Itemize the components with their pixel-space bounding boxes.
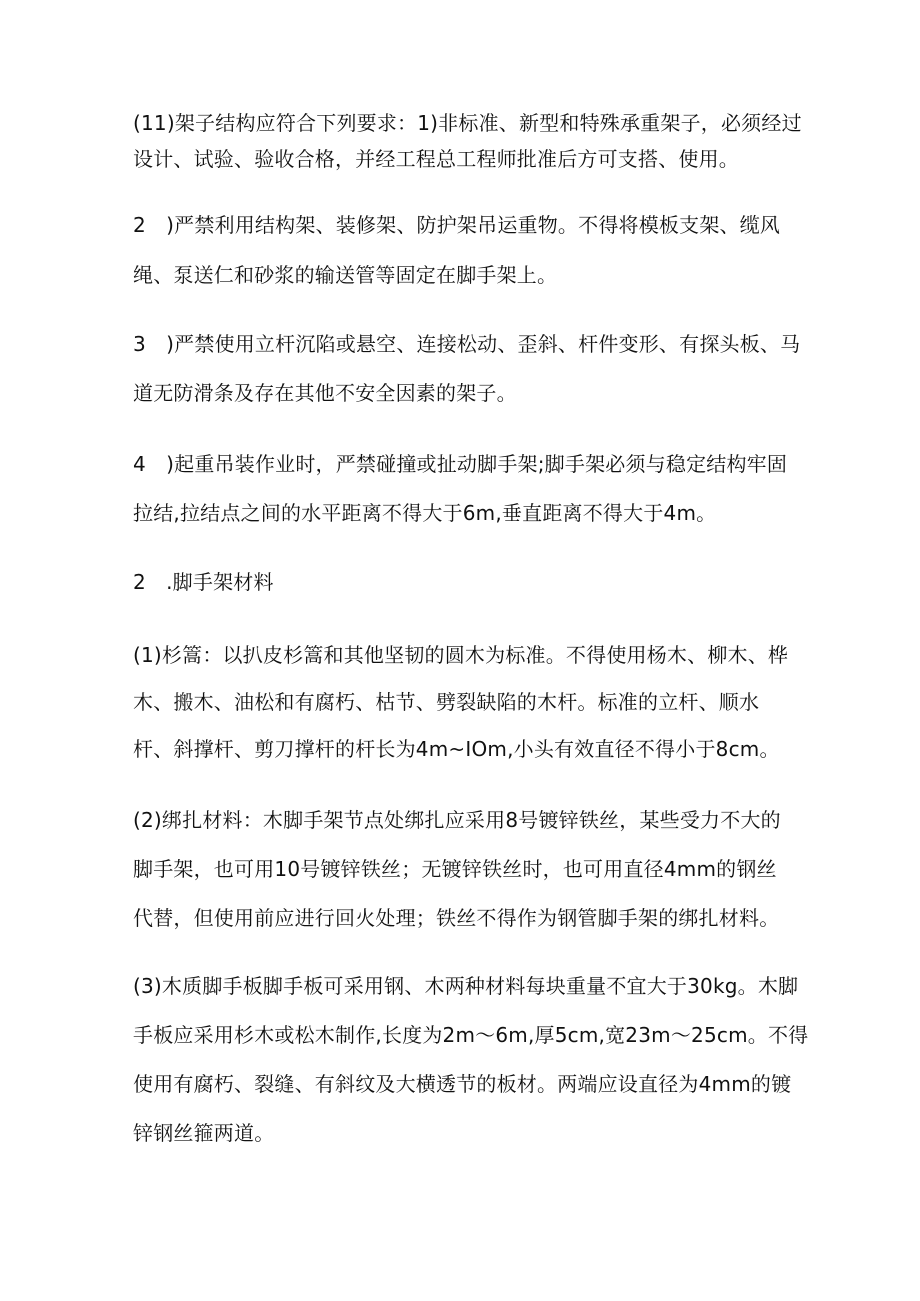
text-line: 设计、试验、验收合格，并经工程总工程师批准后方可支搭、使用。 bbox=[133, 147, 739, 171]
text-line: 脚手架，也可用10号镀锌铁丝；无镀锌铁丝时，也可用直径4mm的钢丝 bbox=[133, 857, 777, 881]
text-line: 锌钢丝箍两道。 bbox=[133, 1121, 275, 1145]
text-line: (11)架子结构应符合下列要求：1)非标准、新型和特殊承重架子，必须经过 bbox=[133, 111, 802, 135]
text-line: 2 )严禁利用结构架、装修架、防护架吊运重物。不得将模板支架、缆风 bbox=[133, 213, 781, 237]
text-line: 拉结,拉结点之间的水平距离不得大于6m,垂直距离不得大于4m。 bbox=[133, 501, 717, 525]
text-line: 4 )起重吊装作业时，严禁碰撞或扯动脚手架;脚手架必须与稳定结构牢固 bbox=[133, 452, 788, 476]
text-line: 木、搬木、油松和有腐朽、枯节、劈裂缺陷的木杆。标准的立杆、顺水 bbox=[133, 690, 760, 714]
text-line: 道无防滑条及存在其他不安全因素的架子。 bbox=[133, 381, 517, 405]
text-line: 杆、斜撑杆、剪刀撑杆的杆长为4m~IOm,小头有效直径不得小于8cm。 bbox=[133, 737, 780, 761]
text-line: 代替，但使用前应进行回火处理；铁丝不得作为钢管脚手架的绑扎材料。 bbox=[133, 906, 780, 930]
text-line: (2)绑扎材料：木脚手架节点处绑扎应采用8号镀锌铁丝，某些受力不大的 bbox=[133, 808, 781, 832]
text-line: (3)木质脚手板脚手板可采用钢、木两种材料每块重量不宜大于30kg。木脚 bbox=[133, 974, 799, 998]
section-heading: 2 .脚手架材料 bbox=[133, 570, 274, 594]
text-line: 绳、泵送仁和砂浆的输送管等固定在脚手架上。 bbox=[133, 263, 558, 287]
text-line: 使用有腐朽、裂缝、有斜纹及大横透节的板材。两端应设直径为4mm的镀 bbox=[133, 1072, 792, 1096]
text-line: 3 )严禁使用立杆沉陷或悬空、连接松动、歪斜、杆件变形、有探头板、马 bbox=[133, 332, 801, 356]
text-line: (1)杉篙：以扒皮杉篙和其他坚韧的圆木为标准。不得使用杨木、柳木、桦 bbox=[133, 643, 789, 667]
text-line: 手板应采用杉木或松木制作,长度为2m～6m,厚5cm,宽23m～25cm。不得 bbox=[133, 1023, 809, 1047]
